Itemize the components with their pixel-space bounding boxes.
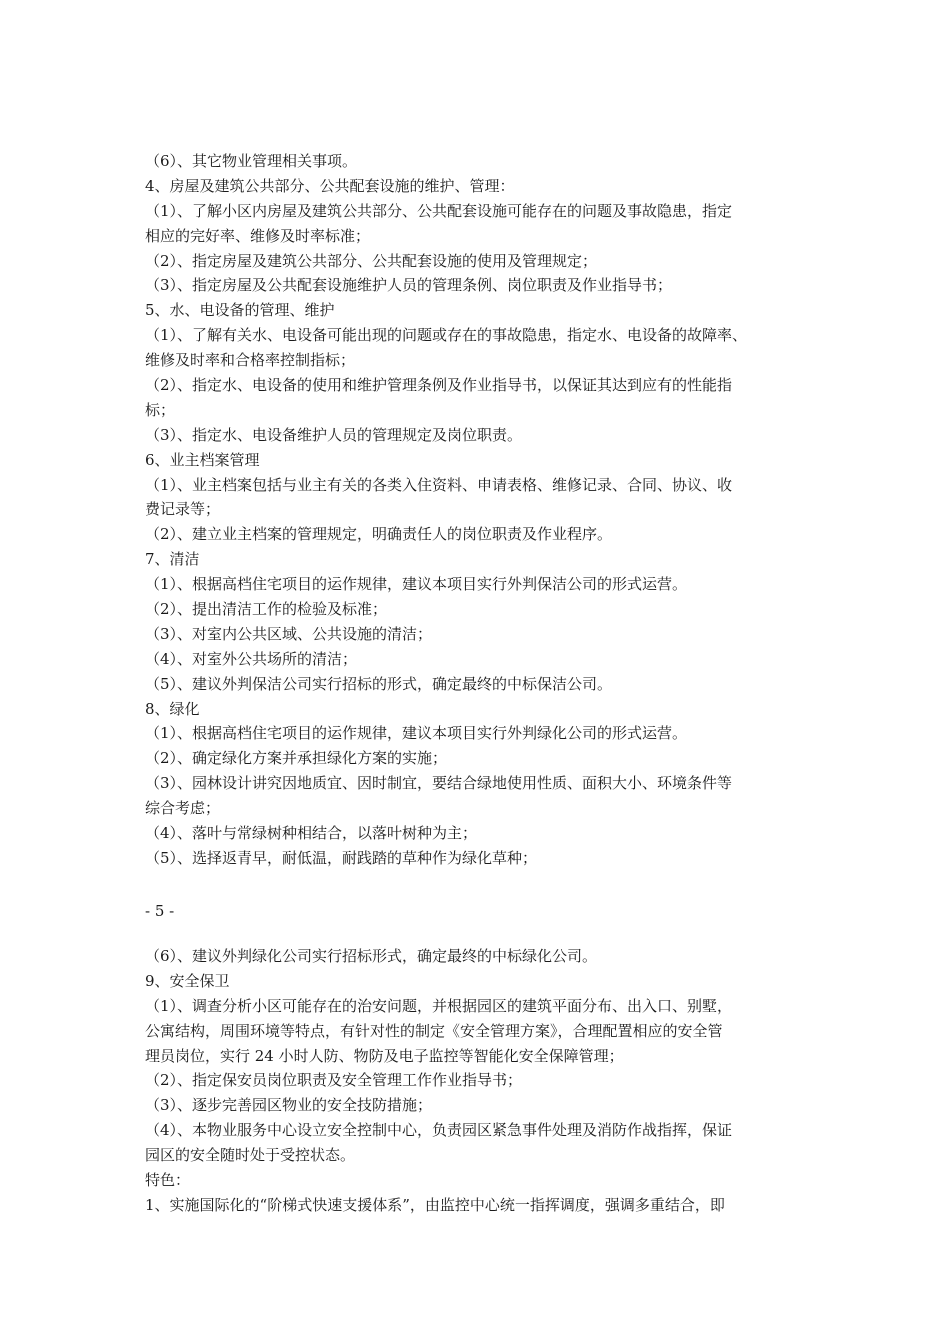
text-line: （4）、落叶与常绿树种相结合，以落叶树种为主； bbox=[145, 824, 478, 843]
text-line: （4）、对室外公共场所的清洁； bbox=[145, 649, 358, 668]
text-line: （1）、业主档案包括与业主有关的各类入住资料、申请表格、维修记录、合同、协议、收 bbox=[145, 475, 733, 494]
text-line: 1、实施国际化的“阶梯式快速支援体系”，由监控中心统一指挥调度，强调多重结合，即 bbox=[145, 1195, 725, 1214]
text-line: （3）、逐步完善园区物业的安全技防措施； bbox=[145, 1096, 433, 1115]
text-line: 8、绿化 bbox=[145, 699, 200, 718]
text-line: （6）、建议外判绿化公司实行招标形式，确定最终的中标绿化公司。 bbox=[145, 947, 598, 965]
text-line: 维修及时率和合格率控制指标； bbox=[145, 351, 356, 370]
text-line: 特色： bbox=[145, 1171, 191, 1190]
text-line: （6）、其它物业管理相关事项。 bbox=[145, 152, 358, 170]
text-line: 6、业主档案管理 bbox=[145, 450, 260, 469]
text-line: （2）、指定保安员岗位职责及安全管理工作作业指导书； bbox=[145, 1071, 523, 1090]
text-line: 5、水、电设备的管理、维护 bbox=[145, 301, 335, 320]
text-line: 园区的安全随时处于受控状态。 bbox=[145, 1146, 356, 1165]
text-line: 综合考虑； bbox=[145, 799, 221, 818]
text-line: （3）、指定水、电设备维护人员的管理规定及岗位职责。 bbox=[145, 425, 523, 444]
text-line: （2）、指定水、电设备的使用和维护管理条例及作业指导书，以保证其达到应有的性能指 bbox=[145, 376, 733, 395]
document-text-block-top bbox=[145, 149, 825, 871]
text-line: （2）、建立业主档案的管理规定，明确责任人的岗位职责及作业程序。 bbox=[145, 525, 613, 544]
text-line: 费记录等； bbox=[145, 500, 221, 519]
text-line: （5）、建议外判保洁公司实行招标的形式，确定最终的中标保洁公司。 bbox=[145, 674, 613, 693]
text-line: 标； bbox=[145, 400, 176, 419]
text-line: 相应的完好率、维修及时率标准； bbox=[145, 226, 371, 245]
text-line: 9、安全保卫 bbox=[145, 971, 230, 990]
text-line: 理员岗位，实行 24 小时人防、物防及电子监控等智能化安全保障管理； bbox=[145, 1046, 624, 1065]
text-line: （2）、确定绿化方案并承担绿化方案的实施； bbox=[145, 749, 448, 768]
text-line: （3）、指定房屋及公共配套设施维护人员的管理条例、岗位职责及作业指导书； bbox=[145, 276, 673, 295]
text-line: 7、清洁 bbox=[145, 550, 200, 569]
text-line: （1）、了解小区内房屋及建筑公共部分、公共配套设施可能存在的问题及事故隐患，指定 bbox=[145, 201, 733, 220]
text-line: （2）、提出清洁工作的检验及标准； bbox=[145, 600, 388, 619]
text-line: 公寓结构，周围环境等特点，有针对性的制定《安全管理方案》，合理配置相应的安全管 bbox=[145, 1021, 723, 1040]
text-line: （1）、根据高档住宅项目的运作规律，建议本项目实行外判保洁公司的形式运营。 bbox=[145, 575, 688, 594]
text-line: （3）、园林设计讲究因地质宜、因时制宜，要结合绿地使用性质、面积大小、环境条件等 bbox=[145, 774, 733, 793]
text-line: （2）、指定房屋及建筑公共部分、公共配套设施的使用及管理规定； bbox=[145, 251, 598, 270]
text-line: （4）、本物业服务中心设立安全控制中心，负责园区紧急事件处理及消防作战指挥，保证 bbox=[145, 1121, 733, 1140]
text-line: （1）、了解有关水、电设备可能出现的问题或存在的事故隐患，指定水、电设备的故障率、 bbox=[145, 326, 748, 345]
text-line: （5）、选择返青早，耐低温，耐践踏的草种作为绿化草种； bbox=[145, 848, 538, 867]
document-text-block-bottom bbox=[145, 944, 825, 1218]
text-line: 4、房屋及建筑公共部分、公共配套设施的维护、管理： bbox=[145, 176, 515, 195]
text-line: （1）、调查分析小区可能存在的治安问题，并根据园区的建筑平面分布、出入口、别墅， bbox=[145, 996, 733, 1015]
text-line: （3）、对室内公共区域、公共设施的清洁； bbox=[145, 624, 433, 643]
page-number: - 5 - bbox=[145, 902, 175, 920]
text-line: （1）、根据高档住宅项目的运作规律，建议本项目实行外判绿化公司的形式运营。 bbox=[145, 724, 688, 743]
